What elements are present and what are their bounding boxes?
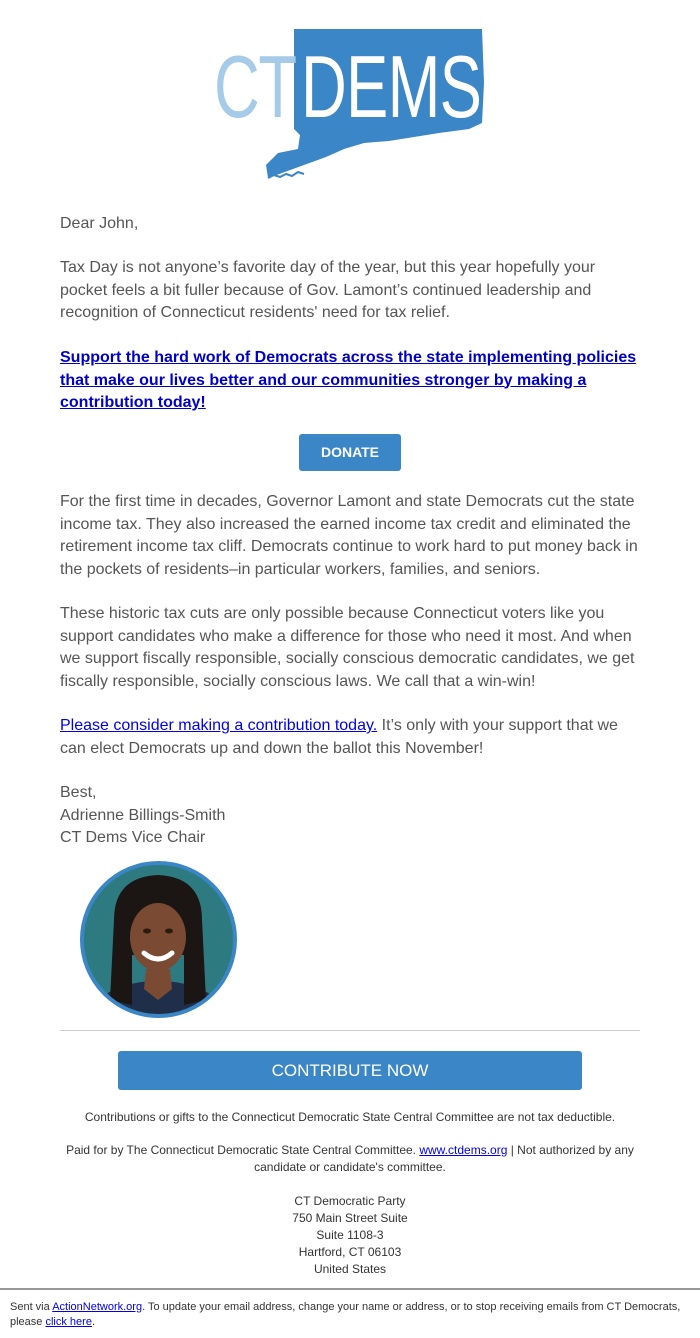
divider xyxy=(60,1030,640,1031)
logo-ct-text: CT xyxy=(214,37,296,136)
address-line: CT Democratic Party xyxy=(294,1194,406,1208)
avatar xyxy=(80,861,237,1018)
unsubscribe-notice xyxy=(10,1300,690,1330)
signoff xyxy=(60,782,642,850)
paid-for-notice xyxy=(60,1142,640,1176)
cta-paragraph xyxy=(60,347,642,415)
action-network-link[interactable]: ActionNetwork.org xyxy=(52,1301,143,1313)
address-line: United States xyxy=(313,1262,387,1276)
signoff-name: Adrienne Billings-Smith xyxy=(60,806,226,824)
address-line: Hartford, CT 06103 xyxy=(298,1245,402,1259)
tax-disclaimer: Contributions or gifts to the Connecticut Democratic State Central Committee are not tax deductible. xyxy=(84,1110,616,1124)
ct-dems-logo[interactable] xyxy=(214,25,484,180)
ctdems-website-link[interactable]: www.ctdems.org xyxy=(419,1143,508,1157)
paid-for-pre: Paid for by The Connecticut Democratic State Central Committee. xyxy=(66,1143,420,1157)
signoff-closing: Best, xyxy=(60,784,97,801)
contribution-link[interactable]: Please consider making a contribution today. xyxy=(60,717,378,734)
paragraph-contribute xyxy=(60,715,642,760)
paragraph-intro: Tax Day is not anyone’s favorite day of the year, but this year hopefully your pocket feels a bit fuller because of Gov. Lamont’s continued leadership and recognition of Connecticut residents' need for tax relief. xyxy=(60,259,596,321)
portrait-image xyxy=(84,865,233,1014)
action-network-footer xyxy=(0,1288,700,1338)
logo-dems-text: DEMS xyxy=(301,37,482,136)
address-line: 750 Main Street Suite xyxy=(292,1211,408,1225)
support-link[interactable]: Support the hard work of Democrats across the state implementing policies that make our lives better and our communities stronger by making a contribution today! xyxy=(60,349,637,411)
update-text: . To update your email address, change your name or address, or to stop receiving emails from CT Democrats, please xyxy=(10,1301,681,1328)
sent-via-text: Sent via xyxy=(10,1301,53,1313)
address-line: Suite 1108-3 xyxy=(316,1228,384,1242)
click-here-link[interactable]: click here xyxy=(45,1316,92,1328)
paragraph-win-win: These historic tax cuts are only possible because Connecticut voters like you support candidates who make a difference for those who need it most. And when we support fiscally responsible, socially conscious democratic candidates, we get fiscally responsible, socially conscious laws. We call that a win-win! xyxy=(60,605,635,690)
paragraph-contribute-rest: It’s only with your support that we can elect Democrats up and down the ballot this November! xyxy=(60,717,618,757)
contribute-now-button[interactable]: CONTRIBUTE NOW xyxy=(118,1051,582,1090)
signoff-title: CT Dems Vice Chair xyxy=(60,829,206,846)
mailing-address xyxy=(60,1193,640,1278)
paid-for-post: | Not authorized by any candidate or candidate's committee. xyxy=(254,1143,634,1174)
paragraph-tax-cuts: For the first time in decades, Governor Lamont and state Democrats cut the state income tax. They also increased the earned income tax credit and eliminated the retirement income tax cliff. Democrats continue to work hard to put money back in the pockets of residents–in particular workers, families, and seniors. xyxy=(60,493,638,578)
donate-button[interactable]: DONATE xyxy=(299,434,401,471)
end-period: . xyxy=(91,1316,96,1328)
greeting: Dear John, xyxy=(60,215,139,232)
